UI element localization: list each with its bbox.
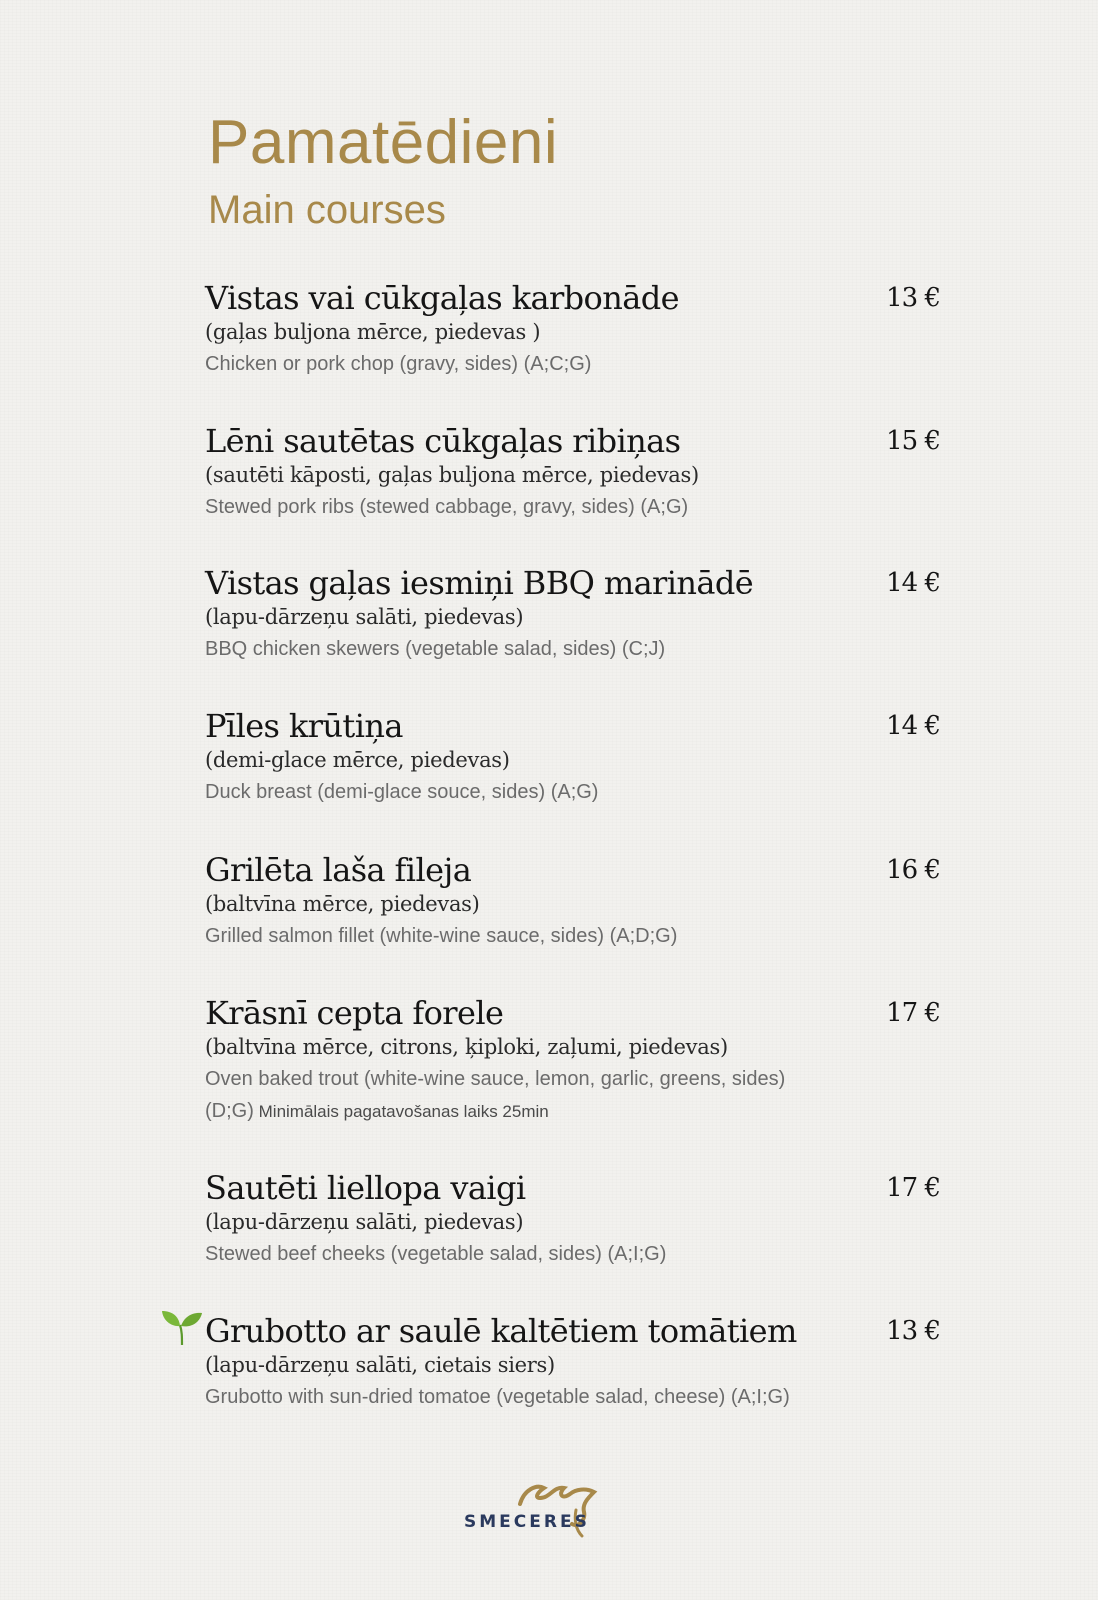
item-note [205, 1099, 940, 1124]
item-price: 14 € [886, 568, 940, 598]
item-description-en: Oven baked trout (white-wine sauce, lemon, garlic, greens, sides) [205, 1068, 786, 1090]
menu-item [205, 278, 940, 379]
item-name: Pīles krūtiņa [205, 707, 403, 745]
item-description-en: Duck breast (demi-glace souce, sides) (A;G) [205, 781, 599, 803]
item-price: 16 € [886, 855, 940, 885]
menu-item [205, 563, 940, 664]
item-price: 13 € [886, 283, 940, 313]
item-description-lv: (baltvīna mērce, citrons, ķiploki, zaļumi, piedevas) [205, 1035, 728, 1059]
restaurant-logo [458, 1476, 608, 1556]
item-price: 13 € [886, 1316, 940, 1346]
menu-item [205, 993, 940, 1124]
item-prep-time-note: Minimālais pagatavošanas laiks 25min [258, 1102, 549, 1121]
page-subtitle: Main courses [208, 188, 446, 232]
item-allergens: (D;G) [205, 1100, 254, 1122]
item-description-en: Stewed pork ribs (stewed cabbage, gravy, sides) (A;G) [205, 496, 689, 518]
item-description-lv: (baltvīna mērce, piedevas) [205, 892, 480, 916]
logo-text: SMECERES [464, 1512, 590, 1532]
item-description-en: Grubotto with sun-dried tomatoe (vegetable salad, cheese) (A;I;G) [205, 1386, 790, 1408]
item-name: Sautēti liellopa vaigi [205, 1169, 526, 1207]
item-description-lv: (lapu-dārzeņu salāti, cietais siers) [205, 1353, 555, 1377]
menu-item [205, 850, 940, 951]
item-description-lv: (sautēti kāposti, gaļas buljona mērce, piedevas) [205, 463, 699, 487]
item-price: 15 € [886, 426, 940, 456]
item-description-lv: (gaļas buljona mērce, piedevas ) [205, 320, 541, 344]
menu-item [205, 421, 940, 522]
item-description-lv: (lapu-dārzeņu salāti, piedevas) [205, 1210, 524, 1234]
item-description-en: Stewed beef cheeks (vegetable salad, sides) (A;I;G) [205, 1243, 667, 1265]
item-description-lv: (demi-glace mērce, piedevas) [205, 748, 510, 772]
item-name: Krāsnī cepta forele [205, 994, 504, 1032]
item-price: 14 € [886, 711, 940, 741]
leaf-icon [160, 1307, 204, 1347]
menu-item [205, 706, 940, 807]
page-title: Pamatēdieni [208, 108, 559, 177]
menu-item [205, 1168, 940, 1269]
item-name: Grubotto ar saulē kaltētiem tomātiem [205, 1312, 797, 1350]
item-description-en: Chicken or pork chop (gravy, sides) (A;C;G) [205, 353, 592, 375]
menu-item [205, 1311, 940, 1412]
item-description-en: BBQ chicken skewers (vegetable salad, sides) (C;J) [205, 638, 666, 660]
item-description-lv: (lapu-dārzeņu salāti, piedevas) [205, 605, 524, 629]
item-name: Lēni sautētas cūkgaļas ribiņas [205, 422, 681, 460]
item-name: Vistas vai cūkgaļas karbonāde [205, 279, 679, 317]
item-name: Vistas gaļas iesmiņi BBQ marinādē [205, 564, 754, 602]
item-price: 17 € [886, 998, 940, 1028]
item-description-en: Grilled salmon fillet (white-wine sauce, sides) (A;D;G) [205, 925, 678, 947]
item-name: Grilēta laša fileja [205, 851, 472, 889]
item-price: 17 € [886, 1173, 940, 1203]
